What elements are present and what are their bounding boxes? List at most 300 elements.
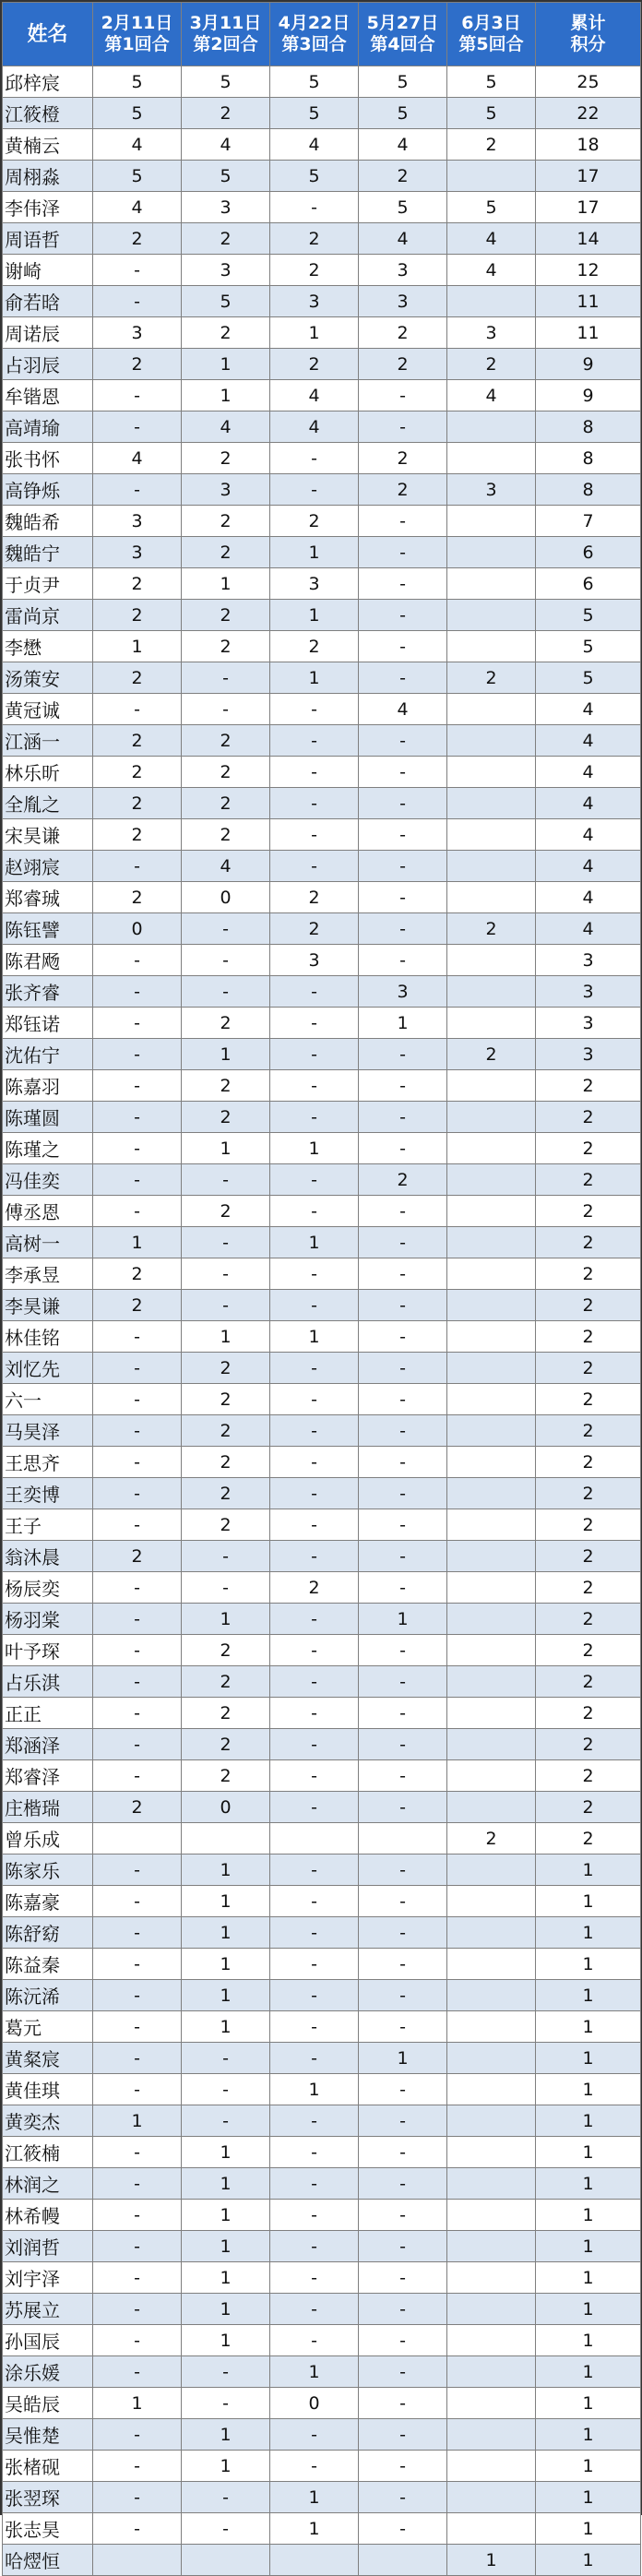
table-row [3, 286, 641, 317]
round-5-score [447, 2074, 536, 2105]
round-2-score: - [182, 2105, 270, 2137]
player-name: 吴皓辰 [3, 2388, 93, 2419]
round-4-header [359, 3, 447, 66]
round-3-score: - [270, 1509, 359, 1541]
round-4-score: - [359, 2231, 447, 2262]
round-4-score: 4 [359, 129, 447, 161]
table-row [3, 568, 641, 600]
round-4-score: - [359, 1541, 447, 1572]
table-row [3, 2513, 641, 2545]
round-3-score: - [270, 1949, 359, 1980]
total-score: 6 [536, 537, 641, 568]
round-3-score: 1 [270, 2482, 359, 2513]
round-4-score: 1 [359, 2043, 447, 2074]
round-2-score: 0 [182, 882, 270, 913]
table-row [3, 1415, 641, 1447]
player-name: 魏皓希 [3, 506, 93, 537]
round-5-score: 2 [447, 129, 536, 161]
round-5-score: 3 [447, 474, 536, 506]
round-4-score: - [359, 725, 447, 757]
total-score: 1 [536, 2137, 641, 2168]
round-3-score: - [270, 2011, 359, 2043]
round-4-score: 2 [359, 349, 447, 380]
round-5-score: 5 [447, 98, 536, 129]
round-2-score: 1 [182, 2294, 270, 2325]
table-row [3, 411, 641, 443]
round-5-score: 2 [447, 1039, 536, 1070]
round-2-score: 2 [182, 1196, 270, 1227]
player-name: 谢崎 [3, 255, 93, 286]
round-1-score: - [93, 1604, 182, 1635]
round-5-label: 第5回合 [458, 34, 524, 54]
round-5-score: 2 [447, 1823, 536, 1854]
round-1-score: - [93, 2137, 182, 2168]
round-1-score: - [93, 1949, 182, 1980]
total-score: 2 [536, 1604, 641, 1635]
player-name: 李昊谦 [3, 1290, 93, 1321]
round-2-score: - [182, 1227, 270, 1258]
round-1-score: - [93, 1886, 182, 1917]
round-2-score: 1 [182, 1854, 270, 1886]
round-2-score: 1 [182, 2325, 270, 2356]
table-row [3, 1509, 641, 1541]
table-row [3, 443, 641, 474]
round-4-score: 4 [359, 694, 447, 725]
round-4-score: - [359, 1886, 447, 1917]
player-name: 陈沅浠 [3, 1980, 93, 2011]
round-1-score: - [93, 2482, 182, 2513]
round-4-score: - [359, 600, 447, 631]
total-score: 2 [536, 1509, 641, 1541]
table-row [3, 2137, 641, 2168]
round-5-score [447, 2168, 536, 2200]
total-score: 25 [536, 66, 641, 98]
table-row [3, 1008, 641, 1039]
table-row [3, 1792, 641, 1823]
round-3-score: - [270, 1792, 359, 1823]
round-1-score: 3 [93, 537, 182, 568]
round-1-score: - [93, 2011, 182, 2043]
player-name: 刘宇泽 [3, 2262, 93, 2294]
total-score: 2 [536, 1102, 641, 1133]
round-5-score: 5 [447, 66, 536, 98]
round-4-score: - [359, 882, 447, 913]
round-5-score [447, 1258, 536, 1290]
round-1-score: - [93, 286, 182, 317]
table-row [3, 1823, 641, 1854]
round-5-score [447, 1353, 536, 1384]
round-2-score: 1 [182, 349, 270, 380]
table-row [3, 1541, 641, 1572]
round-3-score: 5 [270, 161, 359, 192]
round-3-score: 2 [270, 506, 359, 537]
round-5-score [447, 2200, 536, 2231]
round-2-score: 3 [182, 474, 270, 506]
round-4-score: - [359, 851, 447, 882]
table-row [3, 2043, 641, 2074]
round-1-score: 3 [93, 506, 182, 537]
player-name: 郑睿泽 [3, 1760, 93, 1792]
player-name: 赵翊宸 [3, 851, 93, 882]
round-1-score: 2 [93, 1792, 182, 1823]
round-3-score: - [270, 2137, 359, 2168]
player-name: 牟锴恩 [3, 380, 93, 411]
table-row [3, 1258, 641, 1290]
round-5-score [447, 1227, 536, 1258]
round-3-score: - [270, 1478, 359, 1509]
player-name: 张齐睿 [3, 976, 93, 1008]
round-2-score: 5 [182, 161, 270, 192]
round-1-score: - [93, 1980, 182, 2011]
round-3-score: - [270, 2294, 359, 2325]
round-2-score [182, 2545, 270, 2576]
round-2-date: 3月11日 [189, 13, 262, 33]
round-3-score: 2 [270, 913, 359, 945]
round-1-score: - [93, 2419, 182, 2451]
round-5-score [447, 2231, 536, 2262]
round-4-score: - [359, 1854, 447, 1886]
round-5-score: 4 [447, 255, 536, 286]
round-2-score: - [182, 1541, 270, 1572]
total-score: 1 [536, 2105, 641, 2137]
player-name: 刘忆先 [3, 1353, 93, 1384]
round-5-date: 6月3日 [461, 13, 521, 33]
round-3-score: 1 [270, 2356, 359, 2388]
total-score: 9 [536, 349, 641, 380]
total-score: 18 [536, 129, 641, 161]
round-4-score: - [359, 1572, 447, 1604]
player-name: 陈益秦 [3, 1949, 93, 1980]
round-3-score: 5 [270, 98, 359, 129]
total-score: 17 [536, 161, 641, 192]
round-1-score: 1 [93, 631, 182, 662]
round-1-score: - [93, 1196, 182, 1227]
round-4-score: - [359, 2294, 447, 2325]
round-2-score: 2 [182, 1102, 270, 1133]
total-score: 2 [536, 1792, 641, 1823]
player-name: 张书怀 [3, 443, 93, 474]
round-2-score: 1 [182, 2200, 270, 2231]
round-3-score: - [270, 1729, 359, 1760]
total-score: 2 [536, 1196, 641, 1227]
round-5-score [447, 2419, 536, 2451]
round-3-score: 4 [270, 380, 359, 411]
player-name: 苏展立 [3, 2294, 93, 2325]
total-score: 1 [536, 2200, 641, 2231]
table-row [3, 1572, 641, 1604]
round-1-score: 1 [93, 2105, 182, 2137]
table-row [3, 2325, 641, 2356]
round-2-score: 2 [182, 1509, 270, 1541]
round-5-score [447, 2388, 536, 2419]
round-4-score: - [359, 631, 447, 662]
round-2-score: 4 [182, 129, 270, 161]
round-3-score: - [270, 819, 359, 851]
total-score: 1 [536, 2325, 641, 2356]
round-5-score [447, 976, 536, 1008]
round-2-score: 1 [182, 2137, 270, 2168]
total-score: 5 [536, 662, 641, 694]
round-3-label: 第3回合 [281, 34, 347, 54]
table-row [3, 161, 641, 192]
table-row [3, 2451, 641, 2482]
player-name: 周语哲 [3, 223, 93, 255]
player-name: 高铮烁 [3, 474, 93, 506]
round-4-score: - [359, 1917, 447, 1949]
total-score: 4 [536, 757, 641, 788]
round-3-score: 4 [270, 411, 359, 443]
player-name: 庄楷瑞 [3, 1792, 93, 1823]
table-row [3, 662, 641, 694]
round-2-score: 1 [182, 2168, 270, 2200]
round-3-score: 2 [270, 223, 359, 255]
round-5-score [447, 161, 536, 192]
player-name: 叶予琛 [3, 1635, 93, 1666]
round-1-score: - [93, 1039, 182, 1070]
round-1-score: 5 [93, 66, 182, 98]
round-5-score [447, 757, 536, 788]
round-1-header [93, 3, 182, 66]
round-1-score: - [93, 1102, 182, 1133]
player-name: 高靖瑜 [3, 411, 93, 443]
total-score: 1 [536, 1980, 641, 2011]
player-name: 汤策安 [3, 662, 93, 694]
total-score: 1 [536, 2513, 641, 2545]
round-1-score: 2 [93, 1290, 182, 1321]
table-row [3, 1949, 641, 1980]
player-name: 魏皓宁 [3, 537, 93, 568]
player-name: 吴惟楚 [3, 2419, 93, 2451]
round-5-score [447, 1164, 536, 1196]
total-score: 4 [536, 819, 641, 851]
round-2-score: 5 [182, 286, 270, 317]
player-name: 沈佑宁 [3, 1039, 93, 1070]
round-4-score: - [359, 662, 447, 694]
player-name: 涂乐媛 [3, 2356, 93, 2388]
round-4-score: - [359, 2513, 447, 2545]
total-score: 1 [536, 1886, 641, 1917]
total-score: 1 [536, 2011, 641, 2043]
round-3-score: - [270, 851, 359, 882]
player-name: 陈嘉豪 [3, 1886, 93, 1917]
round-5-score [447, 1102, 536, 1133]
total-score: 2 [536, 1823, 641, 1854]
round-5-score [447, 819, 536, 851]
table-row [3, 192, 641, 223]
player-name: 陈君飏 [3, 945, 93, 976]
round-3-score: - [270, 474, 359, 506]
round-5-score [447, 631, 536, 662]
round-1-score: - [93, 1635, 182, 1666]
round-3-score: - [270, 192, 359, 223]
round-3-score: - [270, 1854, 359, 1886]
round-3-score: 2 [270, 882, 359, 913]
table-row [3, 1604, 641, 1635]
table-row [3, 1447, 641, 1478]
table-row [3, 1635, 641, 1666]
round-3-score [270, 2545, 359, 2576]
round-1-score: 1 [93, 2388, 182, 2419]
table-row [3, 1102, 641, 1133]
table-row [3, 2294, 641, 2325]
round-3-score: - [270, 2168, 359, 2200]
table-row [3, 317, 641, 349]
round-2-score: 1 [182, 1886, 270, 1917]
round-3-score: 3 [270, 286, 359, 317]
round-1-score: - [93, 2513, 182, 2545]
player-name: 黄粲宸 [3, 2043, 93, 2074]
total-score: 2 [536, 1384, 641, 1415]
table-row [3, 1196, 641, 1227]
round-4-score: 2 [359, 474, 447, 506]
round-1-score: 4 [93, 192, 182, 223]
round-2-score: 2 [182, 443, 270, 474]
round-5-score [447, 286, 536, 317]
round-2-score: - [182, 2043, 270, 2074]
round-5-score: 4 [447, 380, 536, 411]
table-row [3, 2011, 641, 2043]
table-row [3, 1290, 641, 1321]
player-name: 陈瑾之 [3, 1133, 93, 1164]
round-1-score: - [93, 1729, 182, 1760]
player-name: 黄楠云 [3, 129, 93, 161]
table-row [3, 2074, 641, 2105]
round-5-score [447, 411, 536, 443]
player-name: 周诺辰 [3, 317, 93, 349]
table-row [3, 2356, 641, 2388]
player-name: 江涵一 [3, 725, 93, 757]
round-2-score: 2 [182, 1070, 270, 1102]
player-name: 俞若晗 [3, 286, 93, 317]
round-1-score: 2 [93, 725, 182, 757]
table-row [3, 913, 641, 945]
player-name: 孙国辰 [3, 2325, 93, 2356]
round-1-score: - [93, 1164, 182, 1196]
player-name: 郑涵泽 [3, 1729, 93, 1760]
round-2-score: 2 [182, 757, 270, 788]
round-3-score [270, 1823, 359, 1854]
round-5-score [447, 882, 536, 913]
round-1-score: - [93, 2325, 182, 2356]
player-name: 陈钰譬 [3, 913, 93, 945]
round-1-score: - [93, 2168, 182, 2200]
round-1-score [93, 1823, 182, 1854]
round-1-score: 2 [93, 1541, 182, 1572]
player-name: 张志昊 [3, 2513, 93, 2545]
round-5-score [447, 2105, 536, 2137]
round-3-score: - [270, 1008, 359, 1039]
round-5-score [447, 1854, 536, 1886]
total-label-line1: 累计 [570, 13, 606, 33]
table-row [3, 1164, 641, 1196]
total-score: 2 [536, 1698, 641, 1729]
total-score: 2 [536, 1164, 641, 1196]
round-4-score: - [359, 1290, 447, 1321]
total-score: 17 [536, 192, 641, 223]
total-score: 22 [536, 98, 641, 129]
round-3-score: - [270, 1917, 359, 1949]
round-3-score: - [270, 694, 359, 725]
round-5-score [447, 1666, 536, 1698]
round-5-score [447, 1321, 536, 1353]
table-row [3, 2419, 641, 2451]
round-4-score: - [359, 2451, 447, 2482]
round-2-score: 4 [182, 411, 270, 443]
round-3-score: - [270, 2200, 359, 2231]
total-label-line2: 积分 [570, 34, 606, 54]
round-1-score: - [93, 1572, 182, 1604]
round-5-score [447, 1572, 536, 1604]
total-score: 4 [536, 913, 641, 945]
round-1-score: - [93, 1698, 182, 1729]
table-row [3, 694, 641, 725]
round-1-score: 2 [93, 788, 182, 819]
round-3-score: 1 [270, 1133, 359, 1164]
round-1-score: 2 [93, 662, 182, 694]
round-2-score: - [182, 662, 270, 694]
total-score: 2 [536, 1415, 641, 1447]
total-score: 2 [536, 1133, 641, 1164]
round-2-score: - [182, 694, 270, 725]
round-2-score: - [182, 913, 270, 945]
total-score: 11 [536, 317, 641, 349]
round-5-score [447, 1478, 536, 1509]
total-score: 2 [536, 1227, 641, 1258]
round-2-score: 2 [182, 631, 270, 662]
total-score: 2 [536, 1729, 641, 1760]
player-name: 占羽辰 [3, 349, 93, 380]
table-row [3, 2168, 641, 2200]
round-2-score: 1 [182, 1039, 270, 1070]
round-5-score [447, 1133, 536, 1164]
round-3-score: - [270, 2105, 359, 2137]
round-4-score: 3 [359, 976, 447, 1008]
total-score: 1 [536, 2262, 641, 2294]
round-2-score: - [182, 2388, 270, 2419]
round-1-date: 2月11日 [101, 13, 173, 33]
player-name: 张翌琛 [3, 2482, 93, 2513]
table-row [3, 2200, 641, 2231]
round-5-score: 4 [447, 223, 536, 255]
total-score: 1 [536, 2231, 641, 2262]
round-1-score: - [93, 2262, 182, 2294]
round-2-header [182, 3, 270, 66]
round-1-score: - [93, 255, 182, 286]
round-3-score: - [270, 1415, 359, 1447]
total-score: 1 [536, 2294, 641, 2325]
round-2-score: - [182, 1164, 270, 1196]
round-4-score: - [359, 1102, 447, 1133]
round-1-score: - [93, 1509, 182, 1541]
round-5-score [447, 851, 536, 882]
player-name: 林润之 [3, 2168, 93, 2200]
player-name: 林佳铭 [3, 1321, 93, 1353]
total-score: 1 [536, 2356, 641, 2388]
round-1-score: 2 [93, 600, 182, 631]
total-score: 2 [536, 1321, 641, 1353]
total-score: 5 [536, 631, 641, 662]
table-row [3, 1666, 641, 1698]
name-column-header: 姓名 [3, 3, 93, 66]
total-score: 1 [536, 2545, 641, 2576]
player-name: 陈瑾圆 [3, 1102, 93, 1133]
score-table [2, 2, 641, 2576]
round-3-score: - [270, 1541, 359, 1572]
total-score: 4 [536, 788, 641, 819]
round-4-score: 2 [359, 317, 447, 349]
round-3-score: 1 [270, 317, 359, 349]
player-name: 翁沐晨 [3, 1541, 93, 1572]
